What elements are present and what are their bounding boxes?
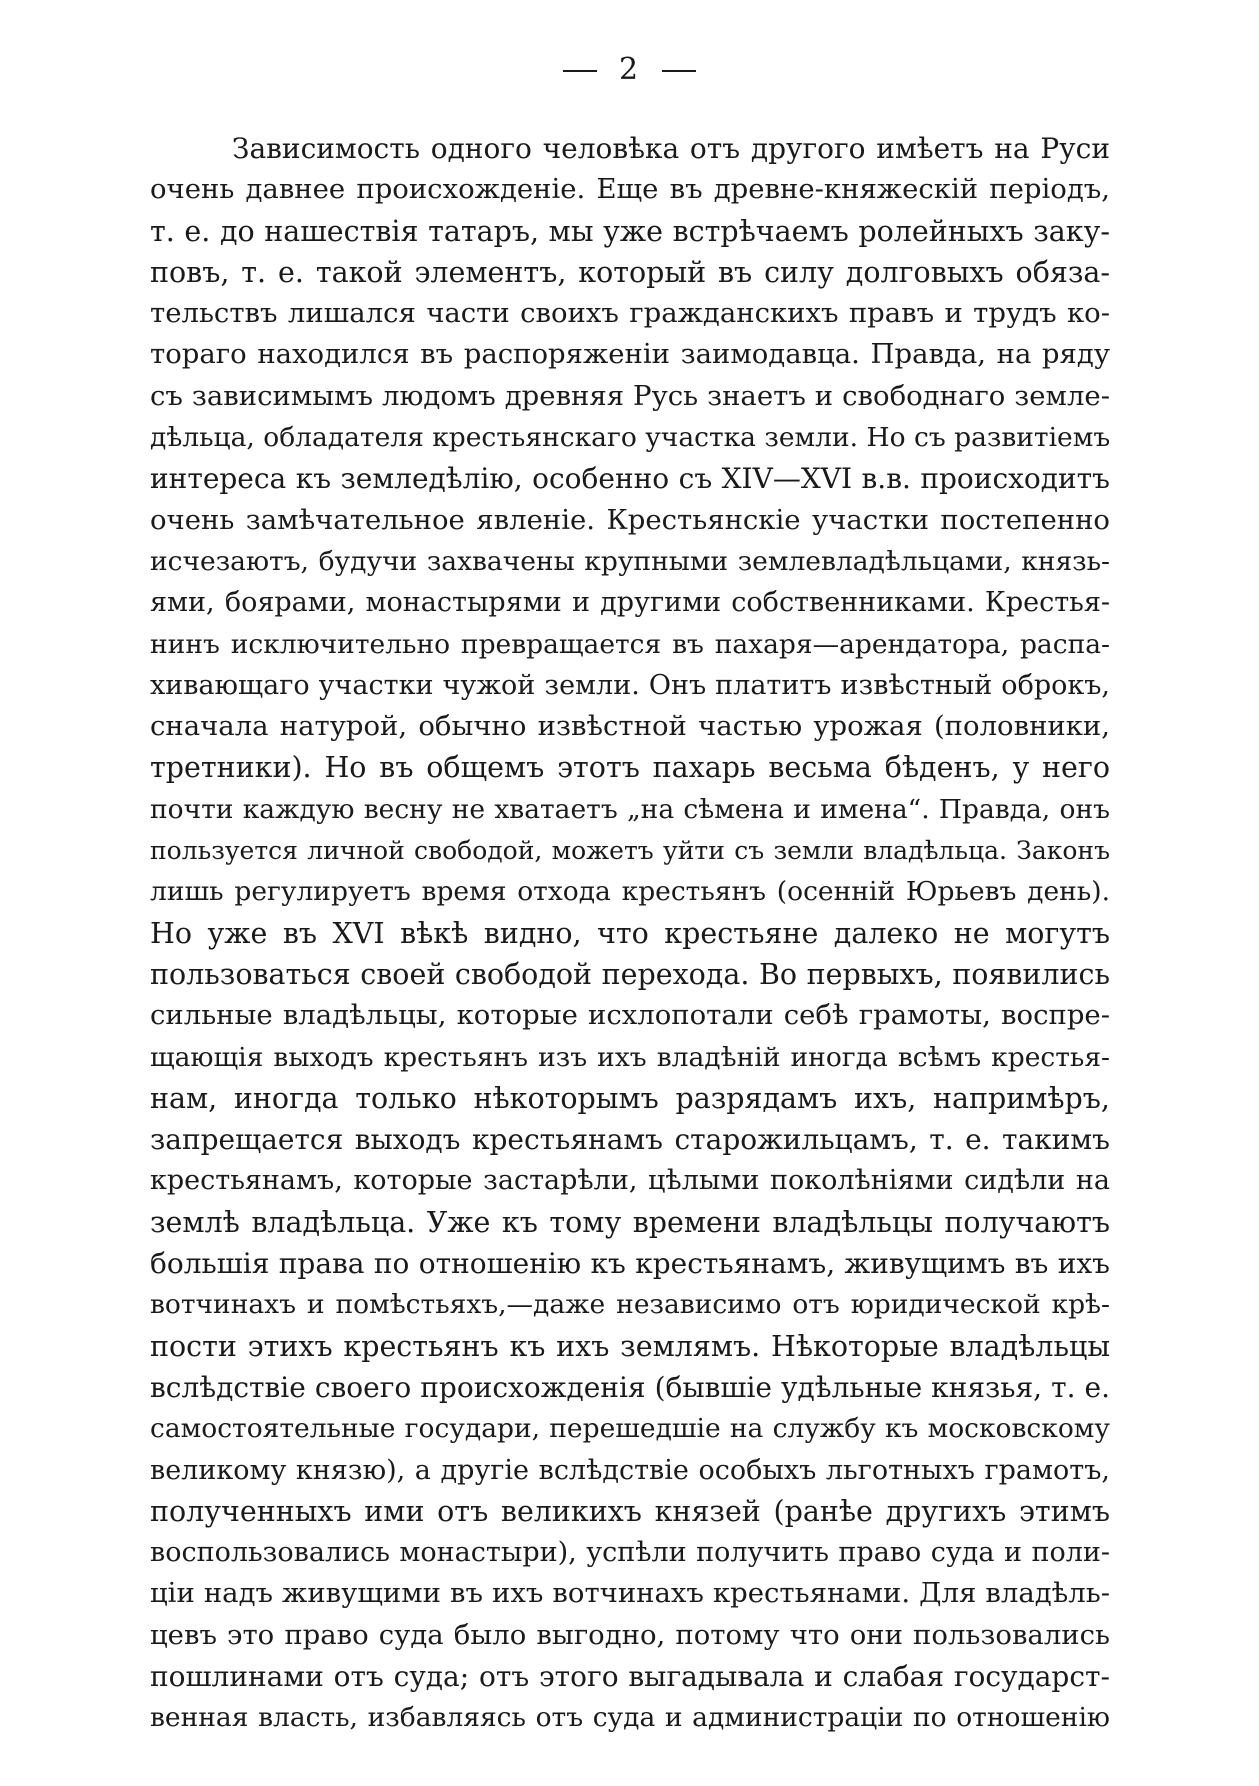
text-line: сильные владѣльцы, которые исхлопотали себѣ грамоты, воспре- [150, 999, 1110, 1032]
text-line: нам, иногда только нѣкоторымъ разрядамъ ихъ, напримѣръ, [150, 1081, 1110, 1115]
body-text [150, 128, 1110, 1739]
text-line: лишь регулируетъ время отхода крестьянъ (осенній Юрьевъ день). [150, 876, 1110, 908]
text-line: ціи надъ живущими въ ихъ вотчинахъ крестьянами. Для владѣль- [150, 1577, 1110, 1610]
header-dash-left [563, 70, 597, 72]
text-line: исчезаютъ, будучи захвачены крупными землевладѣльцами, князь- [150, 545, 1110, 577]
text-line: хивающаго участки чужой земли. Онъ платитъ извѣстный оброкъ, [150, 669, 1110, 701]
text-line: пошлинами отъ суда; отъ этого выгадывала и слабая государст- [150, 1659, 1110, 1693]
text-line: дѣльца, обладателя крестьянскаго участка земли. Но съ развитіемъ [150, 422, 1110, 454]
text-line: повъ, т. е. такой элементъ, который въ силу долговыхъ обяза- [150, 255, 1110, 289]
text-line: нинъ исключительно превращается въ пахаря—арендатора, распа- [150, 628, 1110, 660]
page-header [0, 52, 1259, 87]
text-line: интереса къ земледѣлію, особенно съ XIV—XVI в.в. происходитъ [150, 462, 1110, 496]
text-line: крестьянамъ, которые застарѣли, цѣлыми поколѣніями сидѣли на [150, 1165, 1110, 1197]
text-line: тораго находился въ распоряженіи заимодавца. Правда, на ряду [150, 338, 1110, 371]
text-line: вслѣдствіе своего происхожденія (бывшіе удѣльные князья, т. е. [150, 1370, 1110, 1404]
text-line: землѣ владѣльца. Уже къ тому времени владѣльцы получаютъ [150, 1205, 1110, 1239]
text-line: очень давнее происхожденіе. Еще въ древне-княжескій періодъ, [150, 173, 1110, 206]
text-line: воспользовались монастыри), успѣли получить право суда и поли- [150, 1537, 1110, 1569]
text-line: пользуется личной свободой, можетъ уйти съ земли владѣльца. Законъ [150, 836, 1110, 866]
text-line: щающія выходъ крестьянъ изъ ихъ владѣній иногда всѣмъ крестья- [150, 1041, 1110, 1073]
text-line: великому князю), а другіе вслѣдствіе особыхъ льготныхъ грамотъ, [150, 1454, 1110, 1486]
text-line: запрещается выходъ крестьянамъ старожильцамъ, т. е. такимъ [150, 1123, 1110, 1157]
text-line: очень замѣчательное явленіе. Крестьянскіе участки постепенно [150, 503, 1110, 536]
text-line: самостоятельные государи, перешедшіе на службу къ московскому [150, 1413, 1110, 1445]
text-line: вотчинахъ и помѣстьяхъ,—даже независимо отъ юридической крѣ- [150, 1289, 1110, 1321]
text-line: венная власть, избавляясь отъ суда и администраціи по отношенію [150, 1702, 1110, 1734]
text-line: т. е. до нашествія татаръ, мы уже встрѣчаемъ ролейныхъ заку- [150, 214, 1110, 248]
text-line: пости этихъ крестьянъ къ ихъ землямъ. Нѣкоторые владѣльцы [150, 1329, 1110, 1363]
header-dash-right [662, 70, 696, 72]
page-number: 2 [618, 52, 641, 87]
text-line: тельствъ лишался части своихъ гражданскихъ правъ и трудъ ко- [150, 297, 1110, 330]
text-line: сначала натурой, обычно извѣстной частью урожая (половники, [150, 710, 1110, 743]
text-line: полученныхъ ими отъ великихъ князей (ранѣе другихъ этимъ [150, 1494, 1110, 1528]
text-line: пользоваться своей свободой перехода. Во первыхъ, появились [150, 957, 1110, 991]
text-line: цевъ это право суда было выгодно, потому что они пользовались [150, 1618, 1110, 1651]
text-line: ями, боярами, монастырями и другими собственниками. Крестья- [150, 587, 1110, 619]
text-line: Но уже въ XVI вѣкѣ видно, что крестьяне далеко не могутъ [150, 916, 1110, 950]
text-line: съ зависимымъ людомъ древняя Русь знаетъ и свободнаго земле- [150, 379, 1110, 412]
text-line: Зависимость одного человѣка отъ другого имѣетъ на Руси [232, 132, 1110, 165]
text-line: почти каждую весну не хватаетъ „на сѣмена и имена“. Правда, онъ [150, 793, 1110, 825]
text-line: третники). Но въ общемъ этотъ пахарь весьма бѣденъ, у него [150, 751, 1110, 785]
text-line: большія права по отношенію къ крестьянамъ, живущимъ въ ихъ [150, 1247, 1110, 1281]
